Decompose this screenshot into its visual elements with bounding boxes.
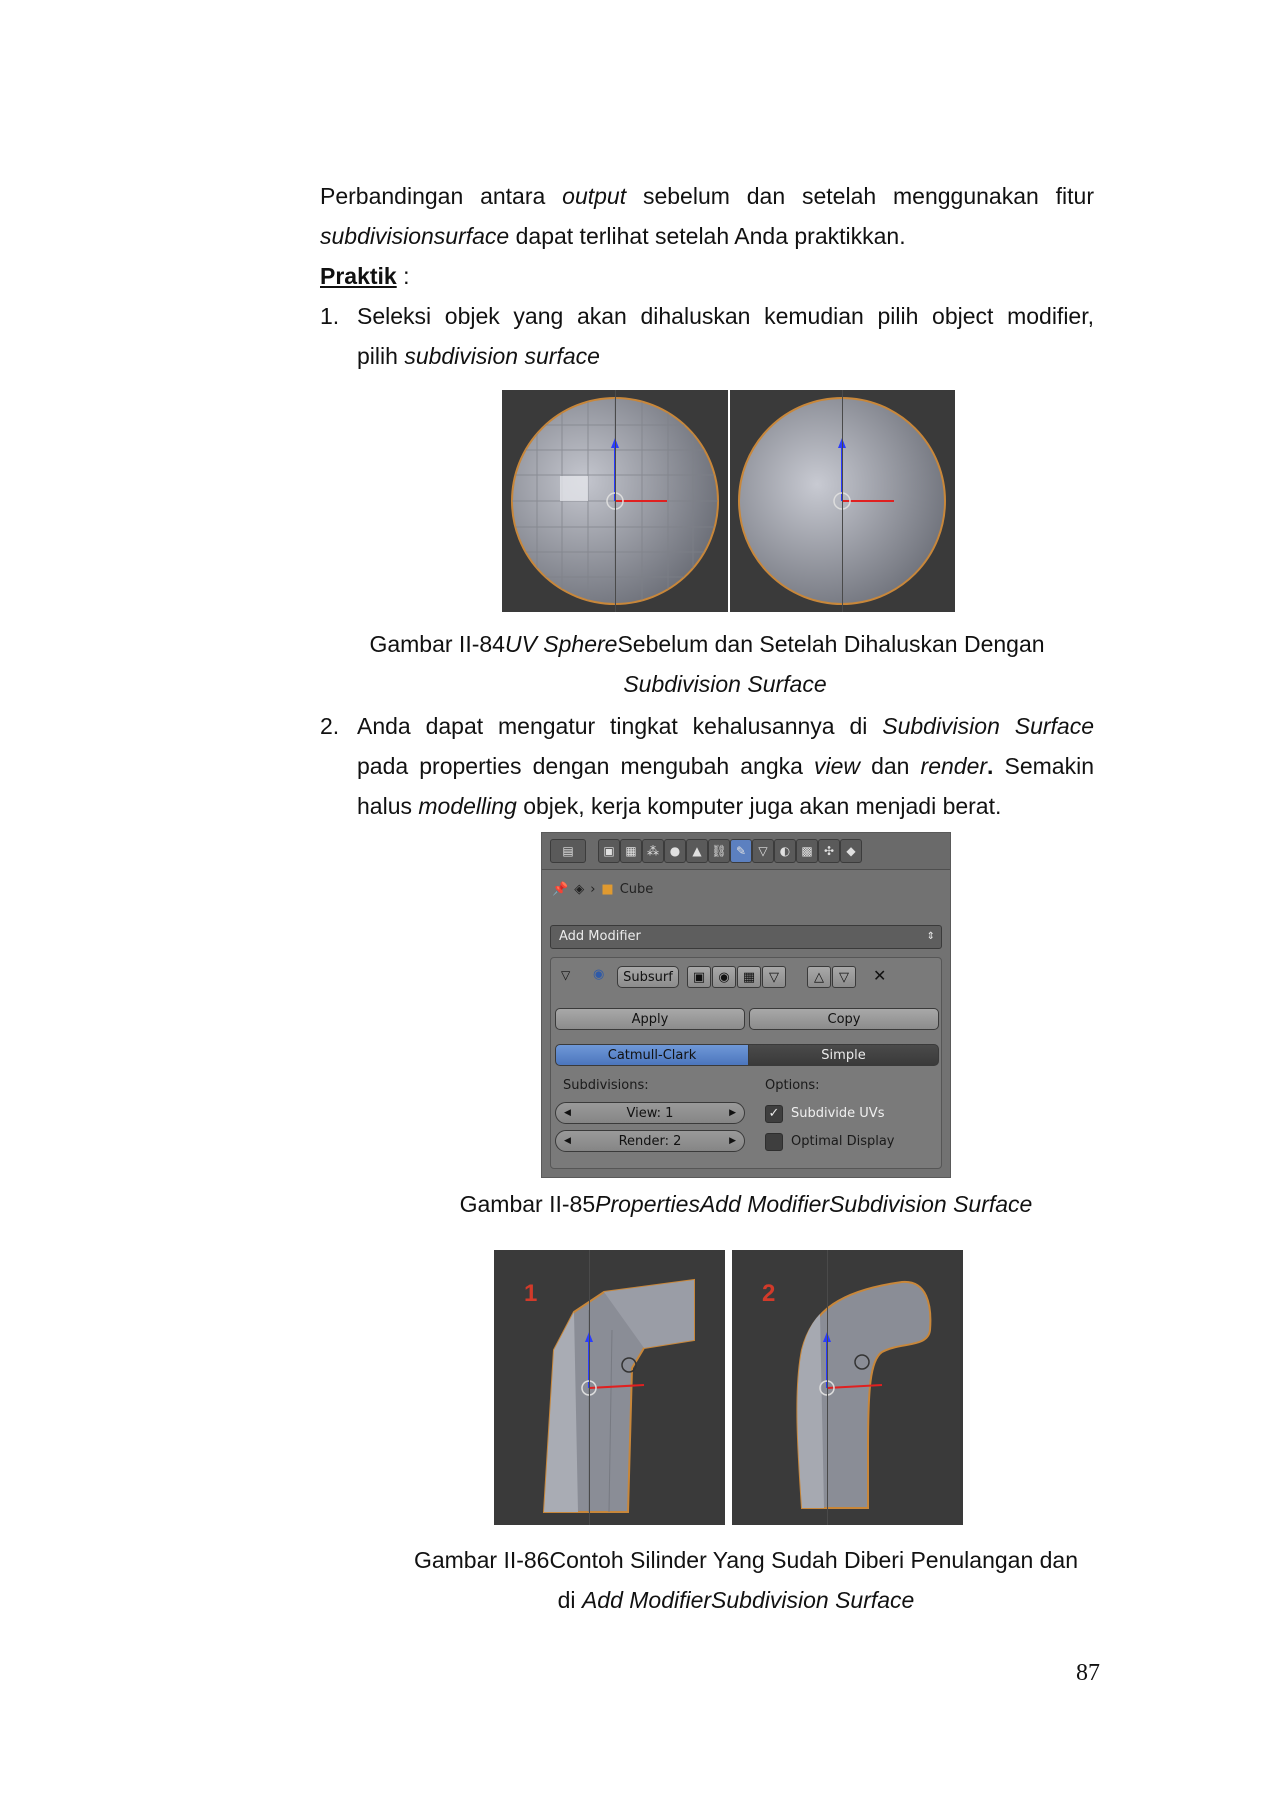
figure-cylinder-smooth	[732, 1250, 963, 1525]
increment-arrow-icon[interactable]: ▶	[729, 1108, 736, 1118]
view-levels-field[interactable]: ◀ View: 1 ▶	[555, 1102, 745, 1124]
editor-type-icon[interactable]: ▤	[550, 839, 586, 863]
chevron-right-icon: ›	[590, 881, 596, 897]
material-icon[interactable]: ◐	[774, 839, 796, 863]
figure-caption: di Add ModifierSubdivision Surface	[557, 1587, 915, 1613]
subdivisions-label: Subdivisions:	[563, 1078, 649, 1093]
data-icon[interactable]: ▽	[752, 839, 774, 863]
render-levels-field[interactable]: ◀ Render: 2 ▶	[555, 1130, 745, 1152]
texture-icon[interactable]: ▩	[796, 839, 818, 863]
options-label: Options:	[765, 1078, 820, 1093]
figure-label-1: 1	[524, 1280, 538, 1307]
list-item-line: pilih subdivision surface	[357, 343, 600, 369]
figure-uv-sphere-smooth	[730, 390, 955, 612]
add-modifier-dropdown[interactable]: Add Modifier ⇕	[550, 925, 942, 949]
cube-icon: ■	[601, 881, 614, 897]
blender-properties-panel	[541, 832, 951, 1178]
list-item-number: 2.	[320, 713, 340, 739]
optimal-display-label: Optimal Display	[791, 1134, 895, 1149]
render-icon[interactable]: ▣	[598, 839, 620, 863]
physics-icon[interactable]: ◆	[840, 839, 862, 863]
editmode-toggle-icon[interactable]: ▦	[737, 966, 761, 988]
paragraph-line: Perbandingan antara output sebelum dan setelah menggunakan fitur	[320, 183, 1094, 209]
viewport-eye-icon[interactable]: ◉	[712, 966, 736, 988]
list-item-number: 1.	[320, 303, 340, 329]
render-layers-icon[interactable]: ▦	[620, 839, 642, 863]
catmull-clark-tab[interactable]: Catmull-Clark	[555, 1044, 749, 1066]
render-toggle-icon[interactable]: ▣	[687, 966, 711, 988]
world-icon[interactable]: ●	[664, 839, 686, 863]
figure-caption: Gambar II-85PropertiesAdd ModifierSubdivision Surface	[459, 1191, 1033, 1217]
cage-toggle-icon[interactable]: ▽	[762, 966, 786, 988]
increment-arrow-icon[interactable]: ▶	[729, 1136, 736, 1146]
subdivide-uvs-checkbox[interactable]: ✓	[765, 1105, 783, 1123]
praktik-heading: Praktik :	[320, 263, 410, 289]
decrement-arrow-icon[interactable]: ◀	[564, 1108, 571, 1118]
close-icon[interactable]: ✕	[873, 966, 887, 985]
optimal-display-checkbox[interactable]	[765, 1133, 783, 1151]
list-item-line: Anda dapat mengatur tingkat kehalusannya di Subdivision Surface	[357, 713, 1094, 739]
figure-label-2: 2	[762, 1280, 776, 1307]
properties-toolbar	[542, 833, 950, 870]
scene-icon[interactable]: ⁂	[642, 839, 664, 863]
apply-button[interactable]: Apply	[555, 1008, 745, 1030]
constraints-icon[interactable]: ⛓	[708, 839, 730, 863]
page-number: 87	[1076, 1660, 1100, 1686]
mesh-icon: ◈	[574, 881, 585, 897]
subdivide-uvs-label: Subdivide UVs	[791, 1106, 885, 1121]
subsurf-modifier-icon: ◉	[593, 967, 605, 982]
figure-caption: Gambar II-86Contoh Silinder Yang Sudah Diberi Penulangan dan	[413, 1547, 1079, 1573]
list-item-line: pada properties dengan mengubah angka view dan render. Semakin	[357, 753, 1094, 779]
list-item-line: halus modelling objek, kerja komputer juga akan menjadi berat.	[357, 793, 1002, 819]
modifier-wrench-icon[interactable]: ✎	[730, 839, 752, 863]
pin-icon[interactable]: 📌	[552, 881, 569, 897]
figure-caption: Subdivision Surface	[623, 671, 827, 697]
move-down-icon[interactable]: ▽	[832, 966, 856, 988]
paragraph-line: subdivisionsurface dapat terlihat setelah Anda praktikkan.	[320, 223, 906, 249]
move-up-icon[interactable]: △	[807, 966, 831, 988]
figure-caption: Gambar II-84UV SphereSebelum dan Setelah Dihaluskan Dengan	[369, 631, 1045, 657]
list-item-line: Seleksi objek yang akan dihaluskan kemudian pilih object modifier,	[357, 303, 1094, 329]
praktik-label: Praktik	[320, 263, 397, 289]
simple-tab[interactable]: Simple	[748, 1044, 939, 1066]
figure-uv-sphere-faceted	[502, 390, 728, 612]
updown-arrow-icon: ⇕	[926, 931, 935, 942]
collapse-triangle-icon[interactable]: ▽	[561, 968, 571, 982]
figure-cylinder-faceted	[494, 1250, 725, 1525]
modifier-name-field[interactable]: Subsurf	[617, 966, 679, 988]
object-icon[interactable]: ▲	[686, 839, 708, 863]
copy-button[interactable]: Copy	[749, 1008, 939, 1030]
decrement-arrow-icon[interactable]: ◀	[564, 1136, 571, 1146]
subsurf-modifier-box	[550, 957, 942, 1169]
object-name: Cube	[619, 881, 654, 897]
context-breadcrumb	[552, 879, 653, 899]
particles-icon[interactable]: ✣	[818, 839, 840, 863]
